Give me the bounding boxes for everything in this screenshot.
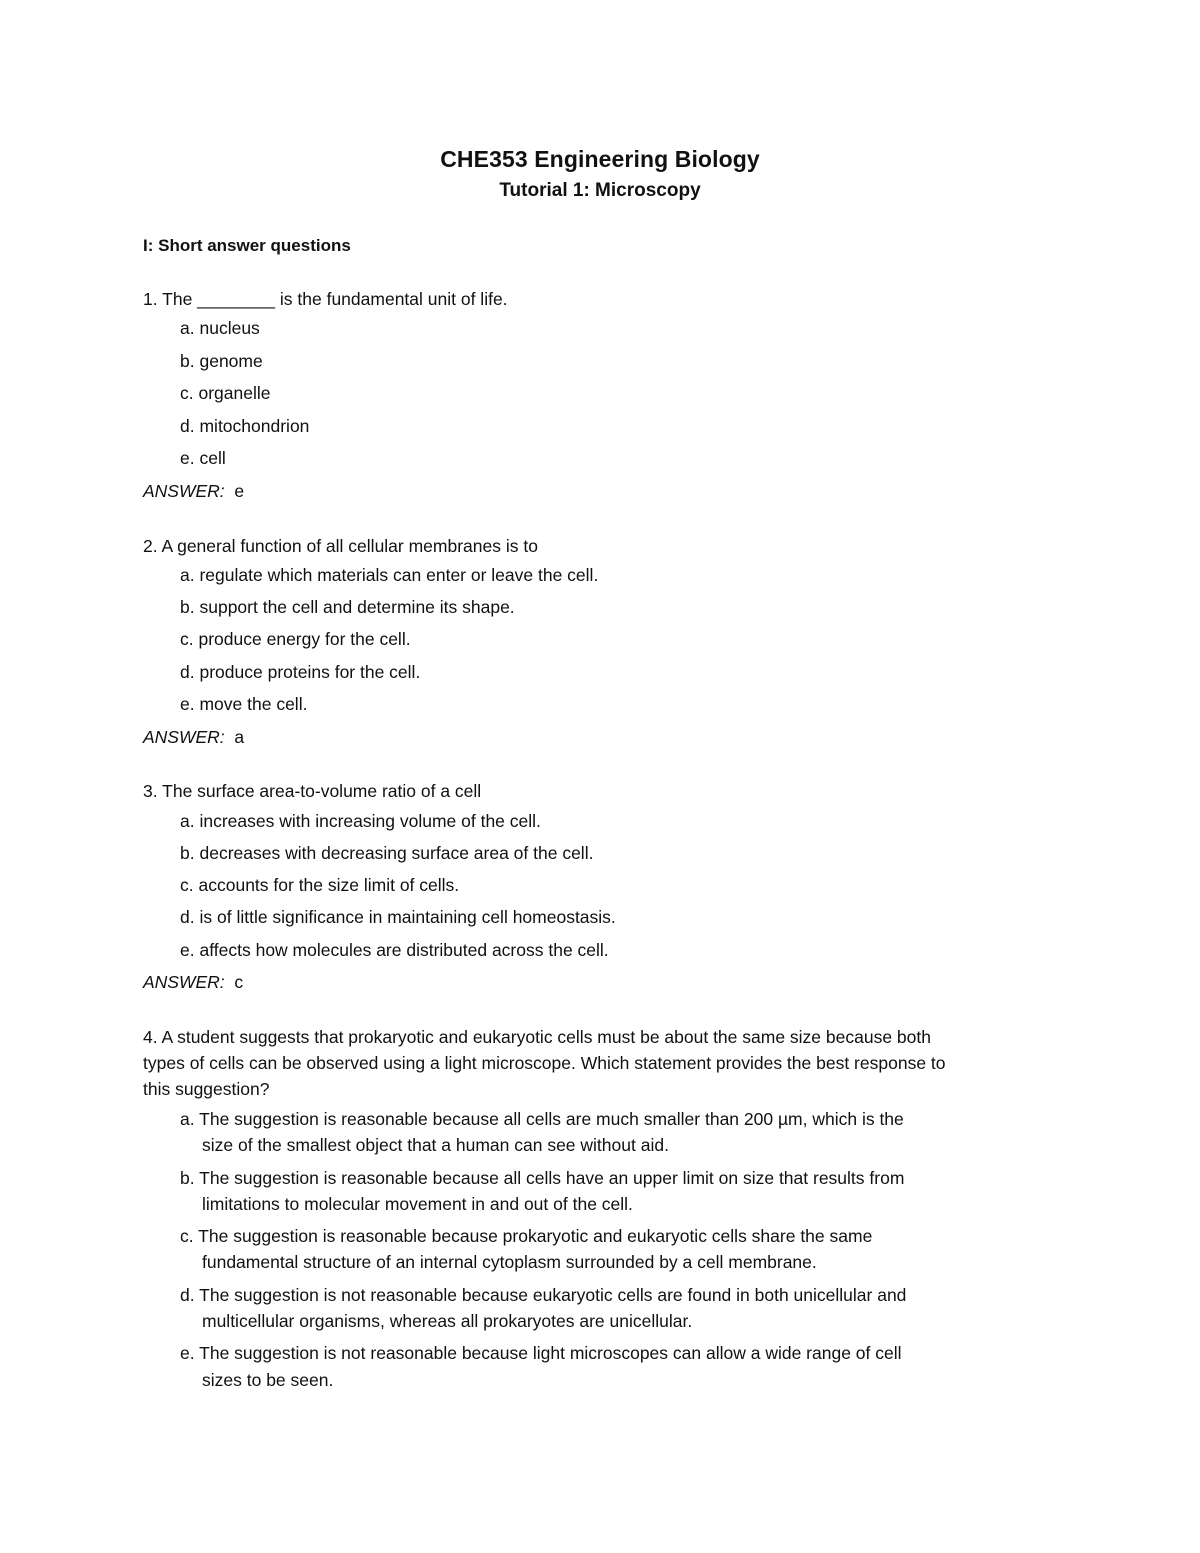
question-1-answer — [143, 480, 244, 502]
option-text: support the cell and determine its shape. — [199, 597, 515, 617]
option-letter: e. — [180, 940, 195, 960]
option-letter: c. — [180, 1226, 194, 1246]
option-text: produce energy for the cell. — [198, 629, 411, 649]
option-text: genome — [199, 351, 263, 371]
question-number: 1. — [143, 289, 158, 309]
document-subtitle: Tutorial 1: Microscopy — [499, 180, 701, 201]
question-2-option-d — [180, 661, 420, 683]
option-text: move the cell. — [199, 694, 308, 714]
question-2-option-a — [180, 564, 598, 586]
question-1-option-b — [180, 350, 263, 372]
question-4-option-d — [180, 1284, 906, 1306]
answer-value: e — [234, 481, 245, 501]
answer-label: ANSWER: — [143, 972, 225, 992]
question-1-option-e — [180, 447, 226, 469]
option-text: nucleus — [199, 318, 260, 338]
answer-label: ANSWER: — [143, 481, 225, 501]
option-letter: a. — [180, 565, 195, 585]
question-3-option-c — [180, 874, 459, 896]
question-3-option-b — [180, 842, 593, 864]
option-letter: c. — [180, 383, 194, 403]
question-2-stem — [143, 535, 538, 557]
answer-label: ANSWER: — [143, 727, 225, 747]
option-letter: e. — [180, 694, 195, 714]
question-number: 4. — [143, 1027, 158, 1047]
question-4-option-e — [180, 1342, 902, 1364]
option-letter: d. — [180, 416, 195, 436]
question-3-option-e — [180, 939, 609, 961]
question-3-stem — [143, 780, 481, 802]
option-letter: b. — [180, 1168, 195, 1188]
question-4-option-d-cont: multicellular organisms, whereas all prokaryotes are unicellular. — [202, 1311, 693, 1331]
option-text: The suggestion is not reasonable because light microscopes can allow a wide range of cell — [199, 1343, 902, 1363]
document-title: CHE353 Engineering Biology — [440, 146, 760, 172]
option-text: The suggestion is reasonable because all cells have an upper limit on size that results from — [199, 1168, 905, 1188]
option-text: decreases with decreasing surface area of the cell. — [199, 843, 594, 863]
question-2-option-e — [180, 693, 307, 715]
question-4-option-c-cont: fundamental structure of an internal cytoplasm surrounded by a cell membrane. — [202, 1252, 817, 1272]
option-letter: d. — [180, 907, 195, 927]
question-4-option-c — [180, 1225, 872, 1247]
option-letter: e. — [180, 448, 195, 468]
option-letter: d. — [180, 1285, 195, 1305]
option-letter: a. — [180, 811, 195, 831]
answer-value: a — [234, 727, 245, 747]
question-2-option-c — [180, 628, 411, 650]
question-2-option-b — [180, 596, 515, 618]
question-3-option-d — [180, 906, 616, 928]
option-text: regulate which materials can enter or leave the cell. — [199, 565, 599, 585]
question-1-option-a — [180, 317, 260, 339]
question-4-stem-line-3: this suggestion? — [143, 1079, 270, 1099]
question-1-stem — [143, 288, 508, 310]
option-text: The suggestion is reasonable because all cells are much smaller than 200 µm, which is the — [199, 1109, 904, 1129]
question-text: The ________ is the fundamental unit of life. — [162, 289, 508, 309]
question-text: A student suggests that prokaryotic and eukaryotic cells must be about the same size because both — [161, 1027, 931, 1047]
option-letter: c. — [180, 629, 194, 649]
question-3-answer — [143, 971, 243, 993]
question-3-option-a — [180, 810, 541, 832]
question-4-option-a-cont: size of the smallest object that a human can see without aid. — [202, 1135, 669, 1155]
option-text: produce proteins for the cell. — [199, 662, 421, 682]
question-1-option-c — [180, 382, 271, 404]
question-number: 3. — [143, 781, 158, 801]
question-text: A general function of all cellular membranes is to — [161, 536, 538, 556]
option-text: organelle — [198, 383, 271, 403]
option-letter: a. — [180, 318, 195, 338]
option-letter: e. — [180, 1343, 195, 1363]
section-heading: I: Short answer questions — [143, 236, 351, 255]
question-text: The surface area-to-volume ratio of a cell — [162, 781, 482, 801]
option-text: increases with increasing volume of the cell. — [199, 811, 541, 831]
option-text: affects how molecules are distributed across the cell. — [199, 940, 609, 960]
question-4-stem-line-1 — [143, 1026, 931, 1048]
question-4-option-b — [180, 1167, 904, 1189]
option-letter: b. — [180, 843, 195, 863]
option-letter: a. — [180, 1109, 195, 1129]
option-letter: d. — [180, 662, 195, 682]
question-1-option-d — [180, 415, 309, 437]
option-text: cell — [199, 448, 226, 468]
option-text: mitochondrion — [199, 416, 310, 436]
option-text: is of little significance in maintaining cell homeostasis. — [199, 907, 616, 927]
option-letter: b. — [180, 597, 195, 617]
option-text: The suggestion is not reasonable because eukaryotic cells are found in both unicellular and — [199, 1285, 907, 1305]
question-4-option-a — [180, 1108, 904, 1130]
question-4-stem-line-2: types of cells can be observed using a light microscope. Which statement provides the best response to — [143, 1053, 946, 1073]
question-2-answer — [143, 726, 244, 748]
question-number: 2. — [143, 536, 158, 556]
option-text: accounts for the size limit of cells. — [198, 875, 460, 895]
option-letter: c. — [180, 875, 194, 895]
question-4-option-b-cont: limitations to molecular movement in and out of the cell. — [202, 1194, 633, 1214]
option-text: The suggestion is reasonable because prokaryotic and eukaryotic cells share the same — [198, 1226, 873, 1246]
question-4-option-e-cont: sizes to be seen. — [202, 1370, 334, 1390]
answer-value: c — [234, 972, 244, 992]
option-letter: b. — [180, 351, 195, 371]
